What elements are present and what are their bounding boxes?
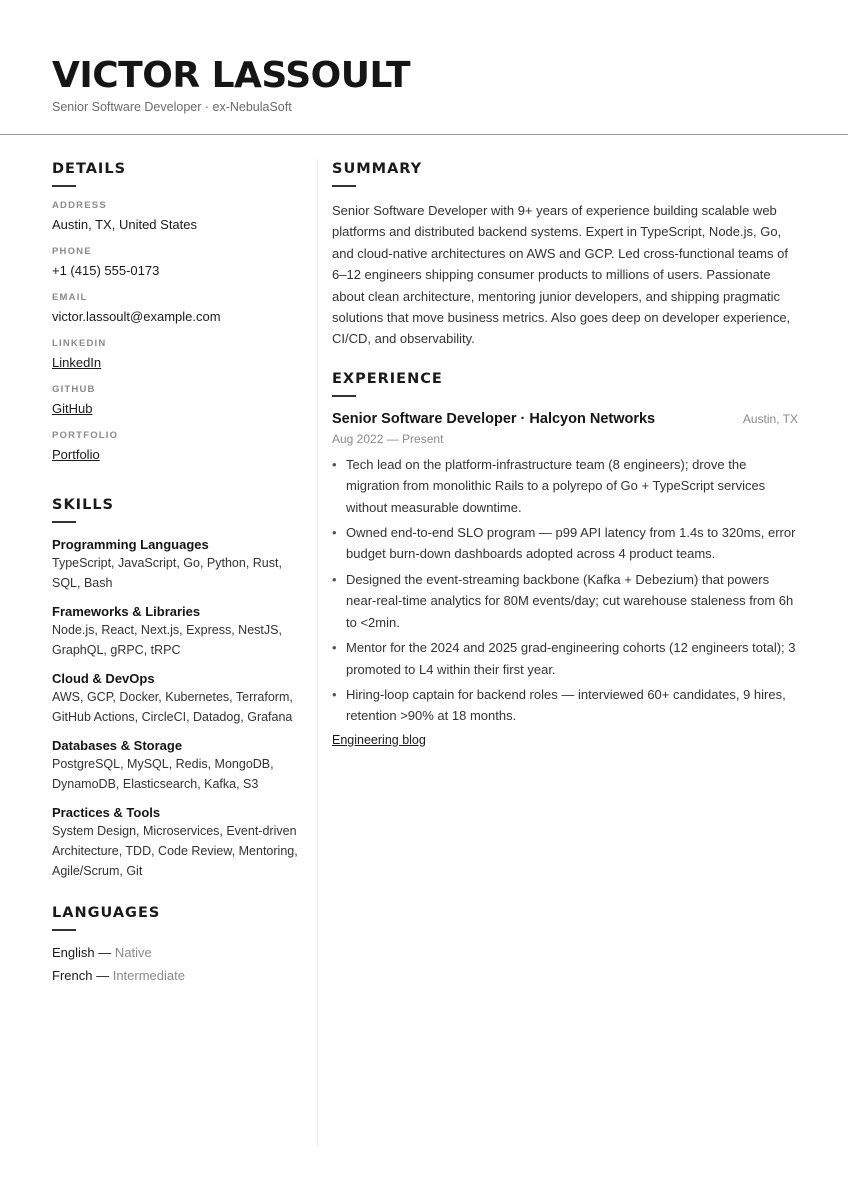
section-rule <box>332 185 356 187</box>
detail-item-portfolio <box>52 430 310 463</box>
skills-heading: SKILLS <box>52 497 114 513</box>
detail-label: EMAIL <box>52 292 88 303</box>
skill-category: Frameworks & Libraries <box>52 604 201 619</box>
skill-items: System Design, Microservices, Event-driven Architecture, TDD, Code Review, Mentoring, Agile/Scrum, Git <box>52 824 298 878</box>
detail-label: LINKEDIN <box>52 338 107 349</box>
language-row <box>52 967 310 985</box>
resume-header <box>0 0 848 135</box>
column-divider <box>317 159 318 1147</box>
skills-section <box>52 496 310 881</box>
job-header <box>332 410 798 428</box>
job-bullet: • Tech lead on the platform-infrastructure team (8 engineers); drove the migration from monolithic Rails to a polyrepo of Go + TypeScript services without measurable downtime. <box>332 454 798 518</box>
github-link[interactable]: GitHub <box>52 401 93 416</box>
skill-group <box>52 670 310 727</box>
section-rule <box>52 185 76 187</box>
job-location: Austin, TX <box>742 411 798 426</box>
skill-items: TypeScript, JavaScript, Go, Python, Rust, SQL, Bash <box>52 556 282 590</box>
right-column <box>332 160 798 749</box>
skill-category: Databases & Storage <box>52 738 183 753</box>
detail-item-linkedin <box>52 338 310 371</box>
summary-heading: SUMMARY <box>332 161 423 177</box>
skill-group <box>52 536 310 593</box>
candidate-name: VICTOR LASSOULT <box>52 55 411 96</box>
linkedin-link[interactable]: LinkedIn <box>52 355 102 370</box>
job-bullet: • Owned end-to-end SLO program — p99 API latency from 1.4s to 320ms, error budget burn-down dashboards adopted across 4 product teams. <box>332 522 798 565</box>
summary-text: Senior Software Developer with 9+ years of experience building scalable web platforms and distributed backend systems. Expert in TypeScript, Node.js, Go, and cloud-native architectures on AWS and GCP. Led cross-functional teams of 6–12 engineers shipping consumer products to millions of users. Passionate about clean architecture, mentoring junior developers, and shipping pragmatic solutions that move business metrics. Also goes deep on developer experience, CI/CD, and observability. <box>332 203 791 347</box>
job-bullet: • Designed the event-streaming backbone (Kafka + Debezium) that powers near-real-time analytics for 80M events/day; cut warehouse staleness from 6h to <2min. <box>332 569 798 633</box>
skill-items: Node.js, React, Next.js, Express, NestJS, GraphQL, gRPC, tRPC <box>52 623 282 657</box>
section-rule <box>52 521 76 523</box>
skill-group <box>52 737 310 794</box>
language-level: Native <box>114 945 152 960</box>
language-name: French <box>52 968 93 983</box>
summary-section <box>332 160 798 350</box>
language-level: Intermediate <box>112 968 185 983</box>
experience-section <box>332 370 798 749</box>
skill-items: AWS, GCP, Docker, Kubernetes, Terraform, GitHub Actions, CircleCI, Datadog, Grafana <box>52 690 293 724</box>
left-column <box>52 160 310 990</box>
skill-category: Practices & Tools <box>52 805 161 820</box>
phone-value: +1 (415) 555-0173 <box>52 263 160 278</box>
details-heading: DETAILS <box>52 161 127 177</box>
languages-heading: LANGUAGES <box>52 905 161 921</box>
detail-item-phone <box>52 246 310 279</box>
job-title: Senior Software Developer · Halcyon Networks <box>332 410 656 427</box>
detail-label: PHONE <box>52 246 92 257</box>
language-separator: — <box>94 945 115 960</box>
github-row <box>52 400 310 417</box>
language-separator: — <box>92 968 113 983</box>
skill-category: Programming Languages <box>52 537 209 552</box>
experience-heading: EXPERIENCE <box>332 370 443 387</box>
detail-label: PORTFOLIO <box>52 430 119 441</box>
job-bullets <box>332 454 798 727</box>
address-value: Austin, TX, United States <box>52 217 197 232</box>
skill-items: PostgreSQL, MySQL, Redis, MongoDB, DynamoDB, Elasticsearch, Kafka, S3 <box>52 757 274 791</box>
email-value: victor.lassoult@example.com <box>52 309 221 324</box>
section-rule <box>52 929 76 931</box>
detail-label: ADDRESS <box>52 200 107 211</box>
job-bullet: • Hiring-loop captain for backend roles — interviewed 60+ candidates, 9 hires, retention >90% at 18 months. <box>332 684 798 727</box>
candidate-tagline: Senior Software Developer · ex-NebulaSoft <box>52 100 292 114</box>
job-entry <box>332 410 798 749</box>
detail-label: GITHUB <box>52 384 96 395</box>
skill-group <box>52 804 310 881</box>
language-row <box>52 944 310 962</box>
detail-item-email <box>52 292 310 325</box>
details-section <box>52 160 310 463</box>
portfolio-link[interactable]: Portfolio <box>52 447 100 462</box>
section-rule <box>332 395 356 397</box>
languages-section <box>52 904 310 985</box>
job-bullet: • Mentor for the 2024 and 2025 grad-engineering cohorts (12 engineers total); 3 promoted to L4 within their first year. <box>332 637 798 680</box>
engineering-blog-link[interactable]: Engineering blog <box>332 732 426 747</box>
skill-category: Cloud & DevOps <box>52 671 155 686</box>
job-dates: Aug 2022 — Present <box>332 431 444 446</box>
language-name: English <box>52 945 95 960</box>
linkedin-row <box>52 354 310 371</box>
detail-item-address <box>52 200 310 233</box>
detail-item-github <box>52 384 310 417</box>
skill-group <box>52 603 310 660</box>
portfolio-row <box>52 446 310 463</box>
